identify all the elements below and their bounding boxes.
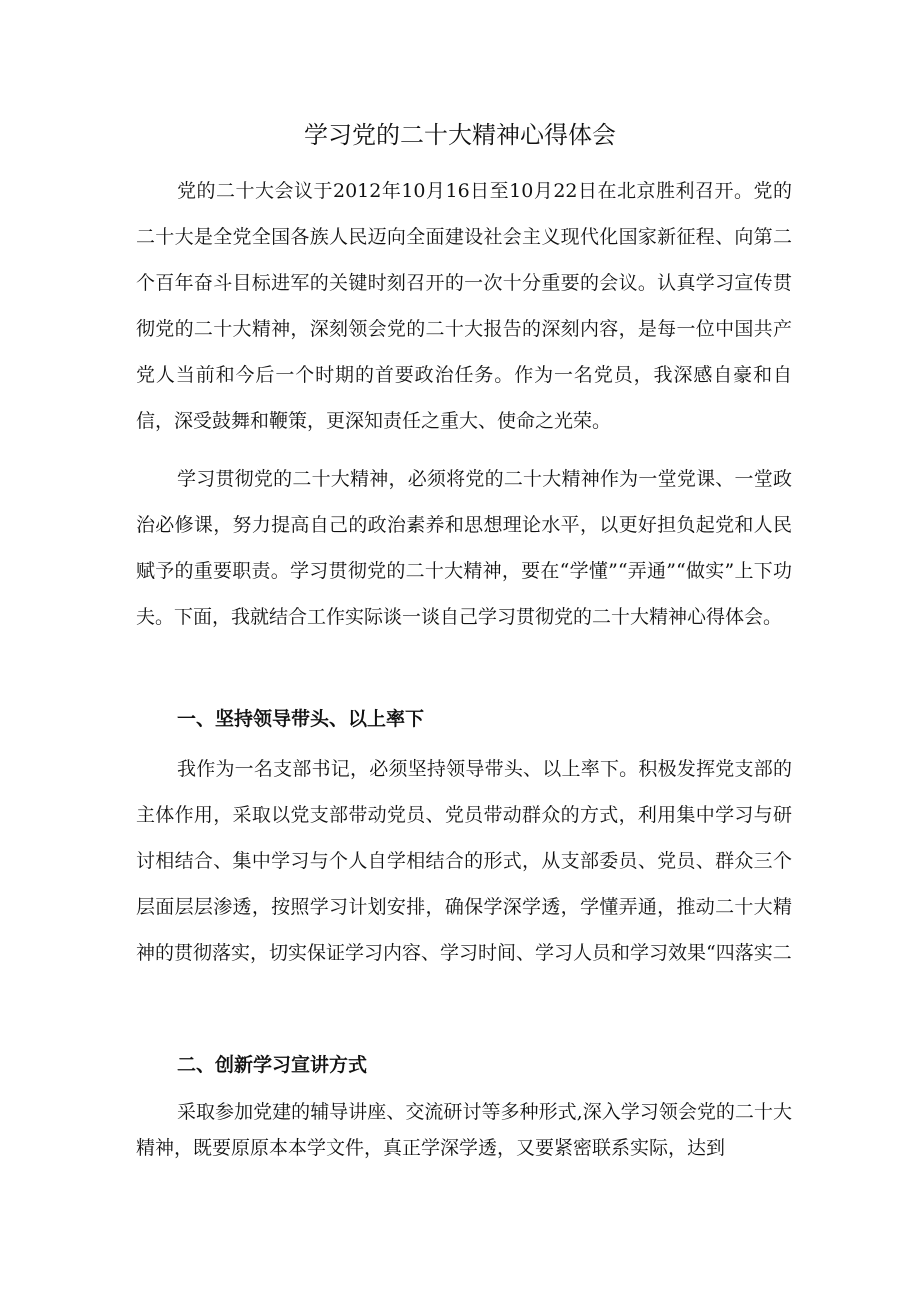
paragraph-study: 学习贯彻党的二十大精神，必须将党的二十大精神作为一堂党课、一堂政治必修课，努力提高自己的政治素养和思想理论水平，以更好担负起党和人民赋予的重要职责。学习贯彻党的二十大精神，要在“学懂”“弄通”“做实”上下功夫。下面，我就结合工作实际谈一谈自己学习贯彻党的二十大精神心得体会。	[136, 468, 792, 628]
section-heading-1: 一、坚持领导带头、以上率下	[177, 708, 425, 730]
section-heading-2: 二、创新学习宣讲方式	[177, 1054, 368, 1076]
paragraph-intro: 党的二十大会议于2012年10月16日至10月22日在北京胜利召开。党的二十大是全党全国各族人民迈向全面建设社会主义现代化国家新征程、向第二个百年奋斗目标进军的关键时刻召开的一次十分重要的会议。认真学习宣传贯彻党的二十大精神，深刻领会党的二十大报告的深刻内容，是每一位中国共产党人当前和今后一个时期的首要政治任务。作为一名党员，我深感自豪和自信，深受鼓舞和鞭策，更深知责任之重大、使命之光荣。	[136, 180, 792, 432]
paragraph-section-1: 我作为一名支部书记，必须坚持领导带头、以上率下。积极发挥党支部的主体作用，采取以党支部带动党员、党员带动群众的方式，利用集中学习与研讨相结合、集中学习与个人自学相结合的形式，从支部委员、党员、群众三个层面层层渗透，按照学习计划安排，确保学深学透，学懂弄通，推动二十大精神的贯彻落实，切实保证学习内容、学习时间、学习人员和学习效果“四落实二	[136, 758, 792, 964]
paragraph-section-2: 采取参加党建的辅导讲座、交流研讨等多种形式,深入学习领会党的二十大精神，既要原原本本学文件，真正学深学透，又要紧密联系实际，达到	[136, 1101, 792, 1159]
document-title: 学习党的二十大精神心得体会	[304, 121, 616, 149]
